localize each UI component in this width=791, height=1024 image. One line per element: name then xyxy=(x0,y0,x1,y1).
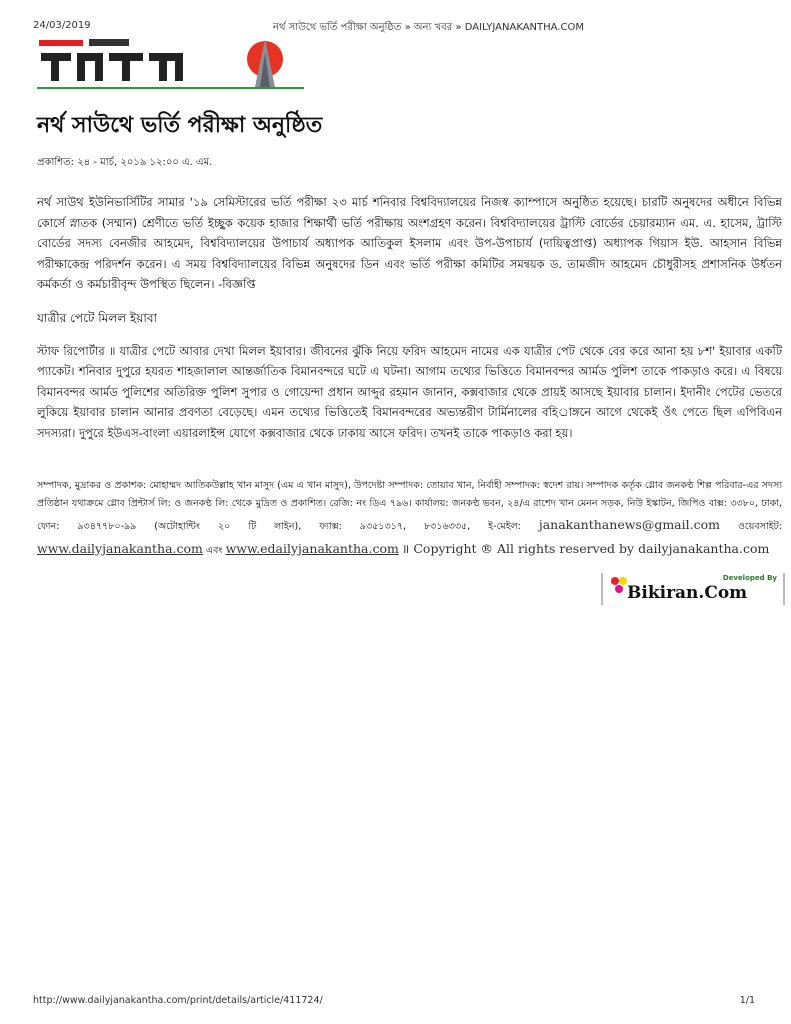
janakantha-logo xyxy=(37,37,304,87)
imprint-text: সম্পাদক, মুদ্রাকর ও প্রকাশক: মোহাম্মদ আতিকউল্লাহ খান মাসুদ (এম এ খান মাসুদ), উপদেষ্টা সম্পাদক: তোয়াব খান, নির্বাহী সম্পাদক: স্বদেশ রায়। সম্পাদক কর্তৃক গ্লোব জনকণ্ঠ শিল্প পরিবার-এর সদস্য প্রতিষ্ঠান যথাক্রমে গ্লোব প্রিন্টার্স লি: ও জনকণ্ঠ লি: থেকে মুদ্রিত ও প্রকাশিত। রেজি: নং ডিএ ৭৯৬। কার্যালয়: জনকণ্ঠ ভবন, ২৪/এ রাশেদ খান মেনন সড়ক, নিউ ইস্কাটন, জিপিও বাক্স: ৩৩৮০, ঢাকা, ফোন: ৯৩৪৭৭৮০-৯৯ (অটোহান্টিং ২০ টি লাইন), ফ্যাক্স: ৯৩৫১৩১৭, ৮৩১৬৩৩৫, ই-মেইল: xyxy=(37,480,782,532)
magenta-dot-icon xyxy=(615,585,623,593)
contact-email: janakanthanews@gmail.com xyxy=(538,517,720,532)
copyright-text: ॥ Copyright ® All rights reserved by dailyjanakantha.com xyxy=(401,541,770,556)
related-body: স্টাফ রিপোর্টার ॥ যাত্রীর পেটে আবার দেখা মিলল ইয়াবার। জীবনের ঝুঁকি নিয়ে ফরিদ আহমেদ নামের এক যাত্রীর পেট থেকে বের করে আনা হয় ৮শ' ইয়াবার একটি প্যাকেট। শনিবার দুপুরে হযরত শাহজালাল আন্তর্জাতিক বিমানবন্দরে ঘটে এ ঘটনা। আগাম তথ্যের ভিত্তিতে বিমানবন্দর আর্মড পুলিশ তাকে পাকড়াও করে। এ বিষয়ে বিমানবন্দর আর্মড পুলিশের অতিরিক্ত পুলিশ সুপার ও গোয়েন্দা প্রধান আব্দুর রহমান জানান, কক্সবাজার থেকে প্রায়ই আসছে ইয়াবার চালান। ইদানীং পেটের ভেতরে লুকিয়ে ইয়াবার চালান আনার প্রবণতা বেড়েছে। এমন তথ্যের ভিত্তিতেই বিমানবন্দরের অভ্যন্তরীণ টার্মিনালের বহির্াঙ্গনে আগে থেকেই ওঁৎ পেতে ছিল এপিবিএন সদস্যরা। দুপুরে ইউএস-বাংলা এয়ারলাইন্স যোগে কক্সবাজার থেকে ঢাকায় আসে ফরিদ। তখনই তাকে পাকড়াও করা হয়। xyxy=(37,343,782,440)
article-content xyxy=(37,110,782,605)
print-url: http://www.dailyjanakantha.com/print/details/article/411724/ xyxy=(33,995,323,1006)
page-number: 1/1 xyxy=(739,995,755,1006)
dailyjanakantha-link[interactable]: www.dailyjanakantha.com xyxy=(37,541,203,556)
edailyjanakantha-link[interactable]: www.edailyjanakantha.com xyxy=(225,541,399,556)
published-date: প্রকাশিত: ২৪ - মার্চ, ২০১৯ ১২:০০ এ. এম. xyxy=(37,157,213,168)
and-text: এবং xyxy=(205,545,223,556)
print-page-title: নর্থ সাউথে ভর্তি পরীক্ষা অনুষ্ঠিত » অন্য খবর » DAILYJANAKANTHA.COM xyxy=(273,22,584,33)
print-date: 24/03/2019 xyxy=(33,20,91,31)
site-footer xyxy=(37,477,782,561)
yellow-dot-icon xyxy=(619,577,627,585)
website-label: ওয়েবসাইট: xyxy=(737,521,782,532)
logo-rule xyxy=(37,87,304,89)
article-body: নর্থ সাউথ ইউনিভার্সিটির সামার '১৯ সেমিস্টারের ভর্তি পরীক্ষা ২৩ মার্চ শনিবার বিশ্ববিদ্যালয়ের নিজস্ব ক্যাম্পাসে অনুষ্ঠিত হয়েছে। চারটি অনুষদের অধীনে বিভিন্ন কোর্সে স্নাতক (সম্মান) শ্রেণীতে ভর্তি ইচ্ছুক কয়েক হাজার শিক্ষার্থী ভর্তি পরীক্ষায় অংশগ্রহণ করেন। বিশ্ববিদ্যালয়ের ট্রাস্টি বোর্ডের চেয়ারম্যান এম. এ. হাসেম, ট্রাস্টি বোর্ডের সদস্য বেনজীর আহমেদ, বিশ্ববিদ্যালয়ের উপাচার্য অধ্যাপক আতিকুল ইসলাম এবং উপ-উপাচার্য (দায়িত্বপ্রাপ্ত) অধ্যাপক গিয়াস ইউ. আহসান বিভিন্ন পরীক্ষাকেন্দ্র পরিদর্শন করেন। এ সময় বিশ্ববিদ্যালয়ের বিভিন্ন অনুষদের ডিন এবং ভর্তি পরীক্ষা কমিটির সমন্বয়ক ড. তামজীদ আহমেদ চৌধুরীসহ প্রশাসনিক উর্ধতন কর্মকর্তা ও কর্মচারীবৃন্দ উপস্থিত ছিলেন। -বিজ্ঞপ্তি xyxy=(37,195,782,291)
developer-name: Bikiran.Com xyxy=(627,583,748,603)
red-dot-icon xyxy=(611,577,619,585)
article-headline: নর্থ সাউথে ভর্তি পরীক্ষা অনুষ্ঠিত xyxy=(37,113,323,138)
related-headline: যাত্রীর পেটে মিলল ইয়াবা xyxy=(37,310,157,325)
bikiran-logo[interactable] xyxy=(601,573,785,605)
developed-by-label: Developed By xyxy=(722,574,777,582)
